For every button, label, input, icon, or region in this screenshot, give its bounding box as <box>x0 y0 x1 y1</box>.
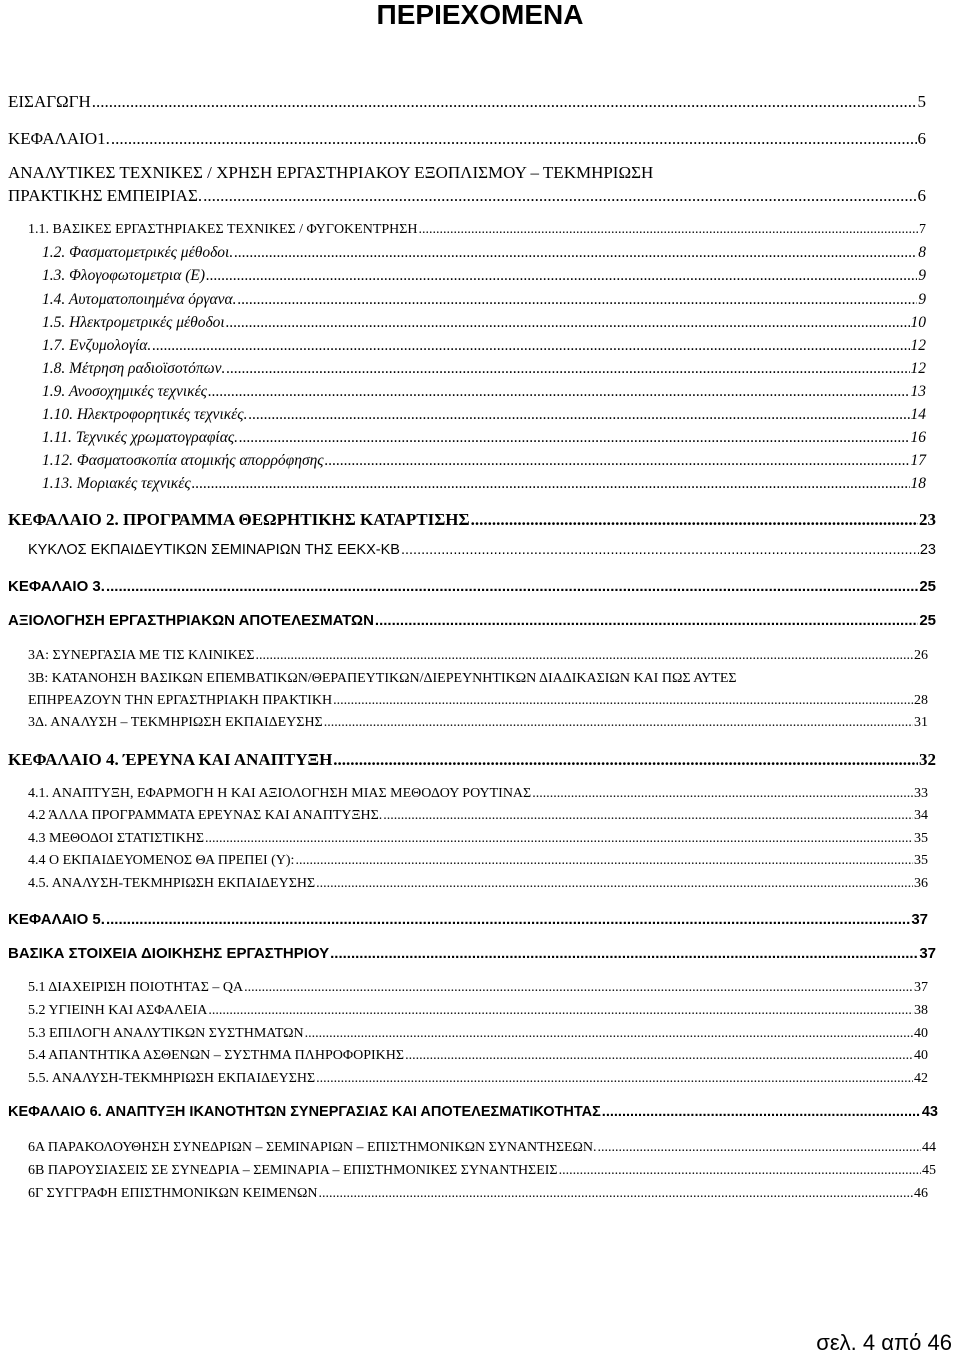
toc-entry-label: 4.3 ΜΕΘΟΔΟΙ ΣΤΑΤΙΣΤΙΚΗΣ <box>28 831 204 846</box>
toc-entry-chapter-2[interactable] <box>8 510 936 530</box>
toc-entry-1-7[interactable] <box>42 337 926 355</box>
toc-entry-chapter-6[interactable] <box>8 1104 938 1120</box>
page-title: ΠΕΡΙΕΧΟΜΕΝΑ <box>376 0 584 30</box>
toc-entry-label: 3Α: ΣΥΝΕΡΓΑΣΙΑ ΜΕ ΤΙΣ ΚΛΙΝΙΚΕΣ <box>28 648 255 663</box>
toc-entry-chapter-1-title[interactable] <box>8 186 926 206</box>
toc-page-number: 25 <box>919 612 936 629</box>
toc-page-number: 9 <box>918 291 926 308</box>
toc-entry-1-13[interactable] <box>42 475 926 493</box>
dot-leader <box>192 475 910 493</box>
dot-leader <box>238 291 918 309</box>
toc-entry-label: 1.12. Φασματοσκοπία ατομικής απορρόφησης <box>42 452 324 469</box>
toc-entry-label: 1.5. Ηλεκτρομετρικές μέθοδοι <box>42 314 225 331</box>
dot-leader <box>208 383 910 401</box>
toc-entry-1-2[interactable] <box>42 244 926 262</box>
toc-entry-1-1[interactable] <box>28 222 926 238</box>
toc-entry-chapter-5-title[interactable] <box>8 945 936 962</box>
dot-leader <box>239 429 909 447</box>
dot-leader <box>234 244 917 262</box>
toc-entry-label: ΒΑΣΙΚΑ ΣΤΟΙΧΕΙΑ ΔΙΟΙΚΗΣΗΣ ΕΡΓΑΣΤΗΡΙΟΥ <box>8 945 330 962</box>
toc-page-number: 38 <box>914 1003 928 1018</box>
dot-leader <box>205 831 913 847</box>
toc-page-number: 8 <box>918 244 926 261</box>
dot-leader <box>405 1048 913 1064</box>
dot-leader <box>111 129 917 149</box>
dot-leader <box>383 808 913 824</box>
dot-leader <box>324 715 913 731</box>
toc-entry-chapter-2-seminars[interactable] <box>28 542 936 558</box>
toc-page-number: 25 <box>919 578 936 595</box>
dot-leader <box>106 911 910 928</box>
toc-page-number: 37 <box>919 945 936 962</box>
toc-page-number: 14 <box>910 406 926 423</box>
toc-entry-intro[interactable] <box>8 92 926 112</box>
dot-leader <box>325 452 910 470</box>
toc-entry-1-10[interactable] <box>42 406 926 424</box>
toc-page-number: 6 <box>917 129 926 148</box>
toc-entry-label: ΚΕΦΑΛΑΙΟ 6. ΑΝΑΠΤΥΞΗ ΙΚΑΝΟΤΗΤΩΝ ΣΥΝΕΡΓΑΣΙΑΣ ΚΑΙ ΑΠΟΤΕΛΕΣΜΑΤΙΚΟΤΗΤΑΣ <box>8 1104 601 1120</box>
dot-leader <box>226 360 909 378</box>
toc-page-number: 45 <box>922 1163 936 1178</box>
toc-entry-1-4[interactable] <box>42 291 926 309</box>
dot-leader <box>532 786 913 802</box>
dot-leader <box>92 92 917 112</box>
toc-entry-chapter-4[interactable] <box>8 750 936 770</box>
toc-entry-label: 4.1. ΑΝΑΠΤΥΞΗ, ΕΦΑΡΜΟΓΗ Η ΚΑΙ ΑΞΙΟΛΟΓΗΣΗ ΜΙΑΣ ΜΕΘΟΔΟΥ ΡΟΥΤΙΝΑΣ <box>28 786 532 801</box>
toc-page-number: 34 <box>914 808 928 823</box>
toc-entry-1-9[interactable] <box>42 383 926 401</box>
toc-page-number: 44 <box>922 1140 936 1155</box>
toc-entry-3b[interactable] <box>28 693 928 709</box>
total-pages: 46 <box>927 1330 952 1355</box>
dot-leader <box>559 1163 921 1179</box>
toc-page-number: 37 <box>914 980 928 995</box>
toc-entry-label: ΚΥΚΛΟΣ ΕΚΠΑΙΔΕΥΤΙΚΩΝ ΣΕΜΙΝΑΡΙΩΝ ΤΗΣ ΕΕΚΧ-ΚΒ <box>28 542 400 558</box>
toc-entry-4-4[interactable] <box>28 853 928 869</box>
dot-leader <box>333 750 918 770</box>
dot-leader <box>375 612 918 629</box>
toc-entry-label: 1.1. ΒΑΣΙΚΕΣ ΕΡΓΑΣΤΗΡΙΑΚΕΣ ΤΕΧΝΙΚΕΣ / ΦΥΓΟΚΕΝΤΡΗΣΗ <box>28 222 418 237</box>
toc-entry-label: ΚΕΦΑΛΑΙΟ1. <box>8 129 110 148</box>
toc-entry-label: 1.2. Φασματομετρικές μέθοδοι. <box>42 244 234 261</box>
toc-entry-label: 1.9. Ανοσοχημικές τεχνικές <box>42 383 207 400</box>
toc-entry-label: 5.5. ΑΝΑΛΥΣΗ-ΤΕΚΜΗΡΙΩΣΗ ΕΚΠΑΙΔΕΥΣΗΣ <box>28 1071 316 1086</box>
toc-page-number: 31 <box>914 715 928 730</box>
toc-entry-chapter-1-title-line-1[interactable]: ΑΝΑΛΥΤΙΚΕΣ ΤΕΧΝΙΚΕΣ / ΧΡΗΣΗ ΕΡΓΑΣΤΗΡΙΑΚΟΥ ΕΞΟΠΛΙΣΜΟΥ – ΤΕΚΜΗΡΙΩΣΗ <box>8 163 654 182</box>
toc-entry-5-4[interactable] <box>28 1048 928 1064</box>
toc-entry-4-5[interactable] <box>28 876 928 892</box>
toc-entry-label: ΚΕΦΑΛΑΙΟ 2. ΠΡΟΓΡΑΜΜΑ ΘΕΩΡΗΤΙΚΗΣ ΚΑΤΑΡΤΙΣΗΣ <box>8 510 470 529</box>
dot-leader <box>248 406 909 424</box>
toc-page-number: 7 <box>919 222 926 237</box>
toc-page-number: 6 <box>917 186 926 205</box>
toc-entry-chapter-3-title[interactable] <box>8 612 936 629</box>
toc-entry-label: 1.3. Φλογοφωτομετρια (Ε) <box>42 267 206 284</box>
toc-entry-label: 4.4 Ο ΕΚΠΑΙΔΕΥΟΜΕΝΟΣ ΘΑ ΠΡΕΠΕΙ (Υ): <box>28 853 295 868</box>
toc-entry-label: ΚΕΦΑΛΑΙΟ 4. ΈΡΕΥΝΑ ΚΑΙ ΑΝΑΠΤΥΞΗ <box>8 750 333 769</box>
toc-page-number: 23 <box>919 542 936 558</box>
toc-entry-label: 5.3 ΕΠΙΛΟΓΗ ΑΝΑΛΥΤΙΚΩΝ ΣΥΣΤΗΜΑΤΩΝ <box>28 1026 304 1041</box>
toc-entry-label: 1.10. Ηλεκτροφορητικές τεχνικές. <box>42 406 248 423</box>
toc-entry-3b-line-1[interactable]: 3Β: ΚΑΤΑΝΟΗΣΗ ΒΑΣΙΚΩΝ ΕΠΕΜΒΑΤΙΚΩΝ/ΘΕΡΑΠΕΥΤΙΚΩΝ/ΔΙΕΡΕΥΝΗΤΙΚΩΝ ΔΙΑΔΙΚΑΣΙΩΝ ΚΑΙ ΠΩΣ ΑΥΤΕΣ <box>28 671 737 686</box>
toc-entry-label: 3Δ. ΑΝΑΛΥΣΗ – ΤΕΚΜΗΡΙΩΣΗ ΕΚΠΑΙΔΕΥΣΗΣ <box>28 715 323 730</box>
toc-entry-label: 1.13. Μοριακές τεχνικές <box>42 475 191 492</box>
dot-leader <box>256 648 913 664</box>
toc-entry-label: 4.5. ΑΝΑΛΥΣΗ-ΤΕΚΜΗΡΙΩΣΗ ΕΚΠΑΙΔΕΥΣΗΣ <box>28 876 316 891</box>
toc-page-number: 23 <box>919 510 936 529</box>
toc-entry-label: ΚΕΦΑΛΑΙΟ 3. <box>8 578 105 595</box>
toc-page-number: 42 <box>914 1071 928 1086</box>
toc-page-number: 40 <box>914 1026 928 1041</box>
toc-page-number: 37 <box>911 911 928 928</box>
toc-page-number: 26 <box>914 648 928 663</box>
dot-leader <box>295 853 913 869</box>
toc-entry-label: ΑΞΙΟΛΟΓΗΣΗ ΕΡΓΑΣΤΗΡΙΑΚΩΝ ΑΠΟΤΕΛΕΣΜΑΤΩΝ <box>8 612 374 629</box>
toc-entry-chapter-3[interactable] <box>8 578 936 595</box>
toc-page-number: 18 <box>910 475 926 492</box>
dot-leader <box>333 693 913 709</box>
dot-leader <box>318 1186 913 1202</box>
toc-entry-label: 1.7. Ενζυμολογία. <box>42 337 152 354</box>
toc-entry-label: 1.11. Τεχνικές χρωματογραφίας. <box>42 429 239 446</box>
toc-page-number: 33 <box>914 786 928 801</box>
toc-page-number: 32 <box>919 750 936 769</box>
dot-leader <box>602 1104 921 1120</box>
toc-page-number: 35 <box>914 853 928 868</box>
toc-entry-1-11[interactable] <box>42 429 926 447</box>
toc-page-number: 13 <box>910 383 926 400</box>
toc-entry-label: 1.4. Αυτοματοποιημένα όργανα. <box>42 291 237 308</box>
toc-entry-label: 6Γ ΣΥΓΓΡΑΦΗ ΕΠΙΣΤΗΜΟΝΙΚΩΝ ΚΕΙΜΕΝΩΝ <box>28 1186 318 1201</box>
toc-page-number: 46 <box>914 1186 928 1201</box>
page-separator: από <box>881 1330 922 1355</box>
toc-page-number: 12 <box>910 360 926 377</box>
toc-entry-1-5[interactable] <box>42 314 926 332</box>
toc-entry-label: ΚΕΦΑΛΑΙΟ 5. <box>8 911 105 928</box>
toc-page-number: 36 <box>914 876 928 891</box>
dot-leader <box>206 267 917 285</box>
toc-entry-label: 6Β ΠΑΡΟΥΣΙΑΣΕΙΣ ΣΕ ΣΥΝΕΔΡΙΑ – ΣΕΜΙΝΑΡΙΑ – ΕΠΙΣΤΗΜΟΝΙΚΕΣ ΣΥΝΑΝΤΗΣΕΙΣ <box>28 1163 558 1178</box>
toc-entry-5-1[interactable] <box>28 980 928 996</box>
toc-page-number: 5 <box>917 92 926 111</box>
toc-page-number: 10 <box>910 314 926 331</box>
toc-page-number: 43 <box>921 1104 938 1120</box>
toc-entry-5-3[interactable] <box>28 1026 928 1042</box>
dot-leader <box>316 1071 913 1087</box>
dot-leader <box>152 337 909 355</box>
dot-leader <box>401 542 919 558</box>
toc-entry-label: 6Α ΠΑΡΑΚΟΛΟΥΘΗΣΗ ΣΥΝΕΔΡΙΩΝ – ΣΕΜΙΝΑΡΙΩΝ – ΕΠΙΣΤΗΜΟΝΙΚΩΝ ΣΥΝΑΝΤΗΣΕΩΝ. <box>28 1140 597 1155</box>
dot-leader <box>226 314 910 332</box>
dot-leader <box>106 578 918 595</box>
toc-entry-6a[interactable] <box>28 1140 936 1156</box>
toc-page-number: 16 <box>910 429 926 446</box>
toc-entry-4-1[interactable] <box>28 786 928 802</box>
toc-entry-label: ΕΙΣΑΓΩΓΗ <box>8 92 91 111</box>
toc-entry-label: 5.1 ΔΙΑΧΕΙΡΙΣΗ ΠΟΙΟΤΗΤΑΣ – QA <box>28 980 244 995</box>
dot-leader <box>330 945 918 962</box>
toc-entry-label: 5.2 ΥΓΙΕΙΝΗ ΚΑΙ ΑΣΦΑΛΕΙΑ <box>28 1003 208 1018</box>
toc-entry-4-2[interactable] <box>28 808 928 824</box>
dot-leader <box>419 222 918 238</box>
toc-page-number: 17 <box>910 452 926 469</box>
page-footer <box>816 1330 952 1356</box>
toc-entry-1-8[interactable] <box>42 360 926 378</box>
toc-entry-3a[interactable] <box>28 648 928 664</box>
toc-page-number: 35 <box>914 831 928 846</box>
dot-leader <box>316 876 913 892</box>
toc-entry-3d[interactable] <box>28 715 928 731</box>
toc-entry-6g[interactable] <box>28 1186 928 1202</box>
dot-leader <box>471 510 918 530</box>
toc-entry-5-2[interactable] <box>28 1003 928 1019</box>
toc-entry-label: 4.2 ΆΛΛΑ ΠΡΟΓΡΑΜΜΑΤΑ ΕΡΕΥΝΑΣ ΚΑΙ ΑΝΑΠΤΥΞΗΣ. <box>28 808 383 823</box>
toc-page-number: 9 <box>918 267 926 284</box>
dot-leader <box>598 1140 921 1156</box>
toc-entry-6b[interactable] <box>28 1163 936 1179</box>
dot-leader <box>244 980 913 996</box>
toc-entry-label: 1.8. Μέτρηση ραδιοϊσοτόπων. <box>42 360 226 377</box>
toc-entry-label: ΕΠΗΡΕΑΖΟΥΝ ΤΗΝ ΕΡΓΑΣΤΗΡΙΑΚΗ ΠΡΑΚΤΙΚΗ <box>28 693 333 708</box>
toc-page-number: 12 <box>910 337 926 354</box>
toc-page-number: 28 <box>914 693 928 708</box>
toc-entry-label: ΠΡΑΚΤΙΚΗΣ ΕΜΠΕΙΡΙΑΣ. <box>8 186 203 205</box>
toc-entry-label: 5.4 ΑΠΑΝΤΗΤΙΚΑ ΑΣΘΕΝΩΝ – ΣΥΣΤΗΜΑ ΠΛΗΡΟΦΟΡΙΚΗΣ <box>28 1048 405 1063</box>
toc-entry-chapter-1[interactable] <box>8 129 926 149</box>
toc-entry-chapter-5[interactable] <box>8 911 928 928</box>
current-page-number: 4 <box>862 1330 876 1355</box>
page-prefix: σελ. <box>816 1330 857 1355</box>
dot-leader <box>305 1026 913 1042</box>
toc-entry-5-5[interactable] <box>28 1071 928 1087</box>
toc-entry-1-3[interactable] <box>42 267 926 285</box>
toc-entry-4-3[interactable] <box>28 831 928 847</box>
dot-leader <box>203 186 916 206</box>
toc-page-number: 40 <box>914 1048 928 1063</box>
toc-entry-1-12[interactable] <box>42 452 926 470</box>
dot-leader <box>208 1003 913 1019</box>
